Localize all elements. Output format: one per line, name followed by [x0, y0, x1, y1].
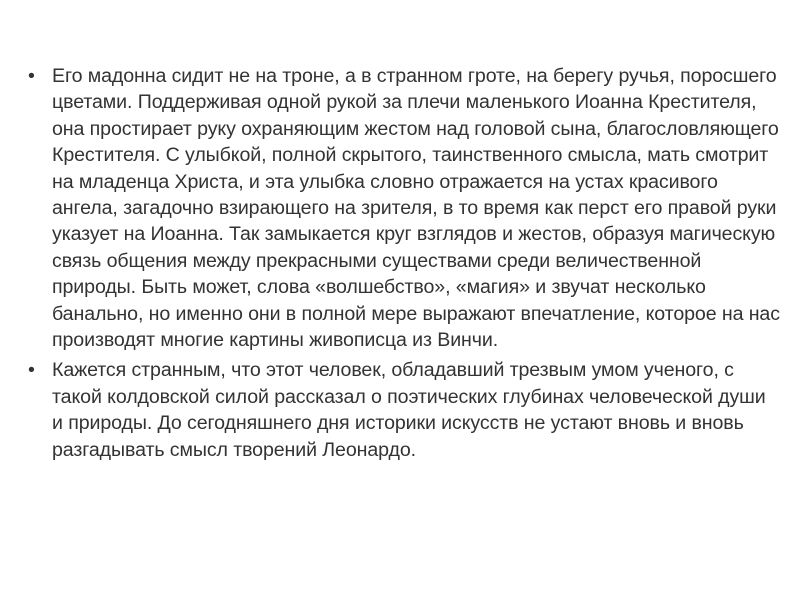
bullet-text: Его мадонна сидит не на троне, а в странном гроте, на берегу ручья, поросшего цветами. Поддерживая одной рукой за плечи маленького Иоанна Крестителя, она простирает руку охраняющим жестом над головой сына, благословляющего Крестителя. С улыбкой, полной скрытого, таинственного смысла, мать смотрит на младенца Христа, и эта улыбка словно отражается на устах красивого ангела, загадочно взирающего на зрителя, в то время как перст его правой руки указует на Иоанна. Так замыкается круг взглядов и жестов, образуя магическую связь общения между прекрасными существами среди величественной природы. Быть может, слова «волшебство», «магия» и звучат несколько банально, но именно они в полной мере выражают впечатление, которое на нас производят многие картины живописца из Винчи. [52, 65, 780, 352]
bullet-item [28, 63, 780, 353]
bullet-text: Кажется странным, что этот человек, обладавший трезвым умом ученого, с такой колдовской силой рассказал о поэтических глубинах человеческой души и природы. До сегодняшнего дня историки искусств не устают вновь и вновь разгадывать смысл творений Леонардо. [52, 359, 766, 461]
bullet-marker: • [28, 65, 35, 87]
bullet-marker: • [28, 359, 35, 382]
bullet-item [28, 357, 780, 463]
bullet-list [28, 63, 780, 467]
